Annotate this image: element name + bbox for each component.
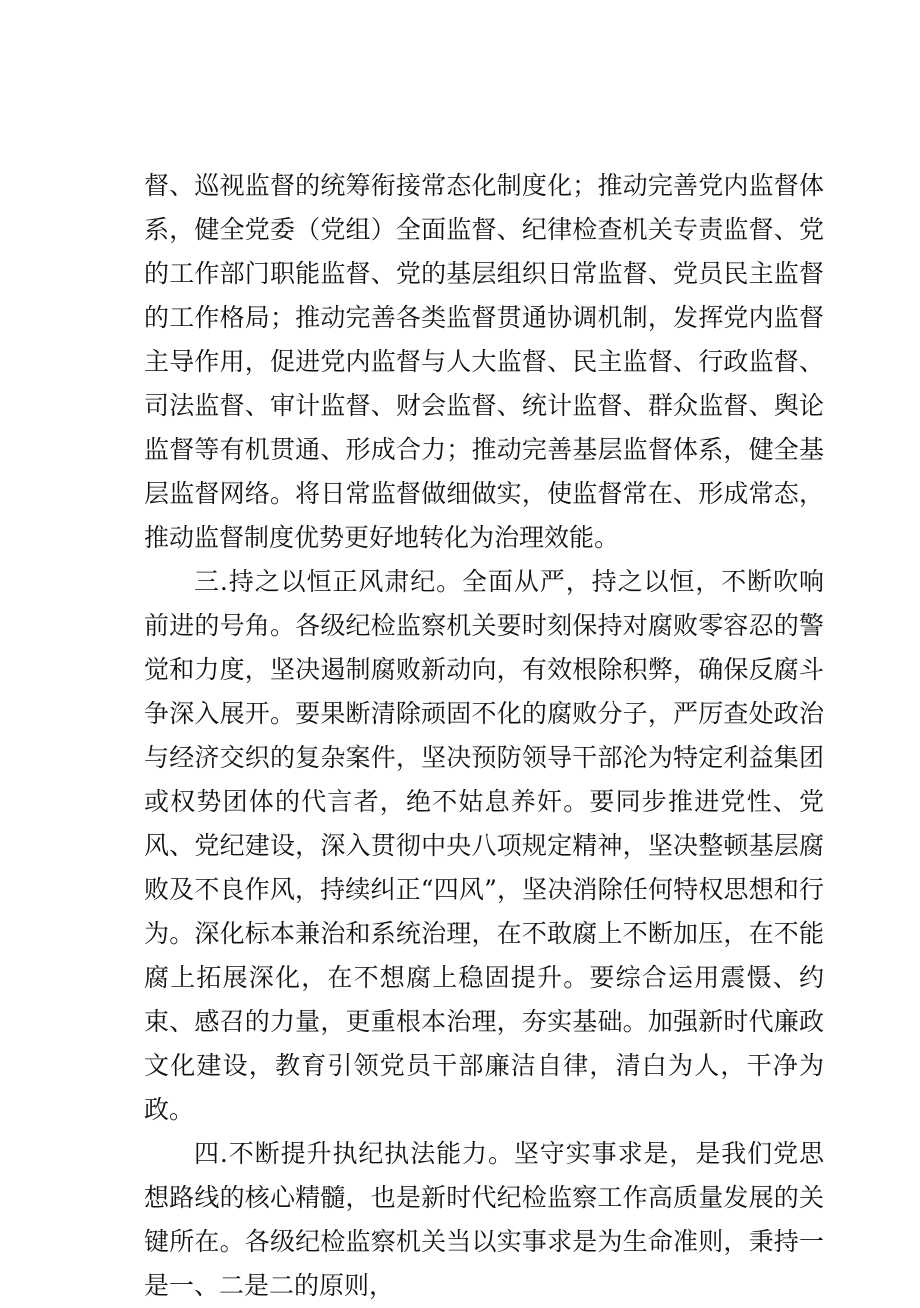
body-text	[144, 164, 824, 1308]
paragraph-section-four: 四.不断提升执纪执法能力。坚守实事求是，是我们党思想路线的核心精髓，也是新时代纪检监察工作高质量发展的关键所在。各级纪检监察机关当以实事求是为生命准则，秉持一是一、二是二的原则，	[144, 1139, 824, 1300]
paragraph-continued-supervision: 督、巡视监督的统筹衔接常态化制度化；推动完善党内监督体系，健全党委（党组）全面监督、纪律检查机关专责监督、党的工作部门职能监督、党的基层组织日常监督、党员民主监督的工作格局；推动完善各类监督贯通协调机制，发挥党内监督主导作用，促进党内监督与人大监督、民主监督、行政监督、司法监督、审计监督、财会监督、统计监督、群众监督、舆论监督等有机贯通、形成合力；推动完善基层监督体系，健全基层监督网络。将日常监督做细做实，使监督常在、形成常态，推动监督制度优势更好地转化为治理效能。	[144, 171, 824, 552]
paragraph-section-three: 三.持之以恒正风肃纪。全面从严，持之以恒，不断吹响前进的号角。各级纪检监察机关要时刻保持对腐败零容忍的警觉和力度，坚决遏制腐败新动向，有效根除积弊，确保反腐斗争深入展开。要果断清除顽固不化的腐败分子，严厉查处政治与经济交织的复杂案件，坚决预防领导干部沦为特定利益集团或权势团体的代言者，绝不姑息养奸。要同步推进党性、党风、党纪建设，深入贯彻中央八项规定精神，坚决整顿基层腐败及不良作风，持续纠正“四风”，坚决消除任何特权思想和行为。深化标本兼治和系统治理，在不敢腐上不断加压，在不能腐上拓展深化，在不想腐上稳固提升。要综合运用震慑、约束、感召的力量，更重根本治理，夯实基础。加强新时代廉政文化建设，教育引领党员干部廉洁自律，清白为人，干净为政。	[144, 567, 824, 1124]
